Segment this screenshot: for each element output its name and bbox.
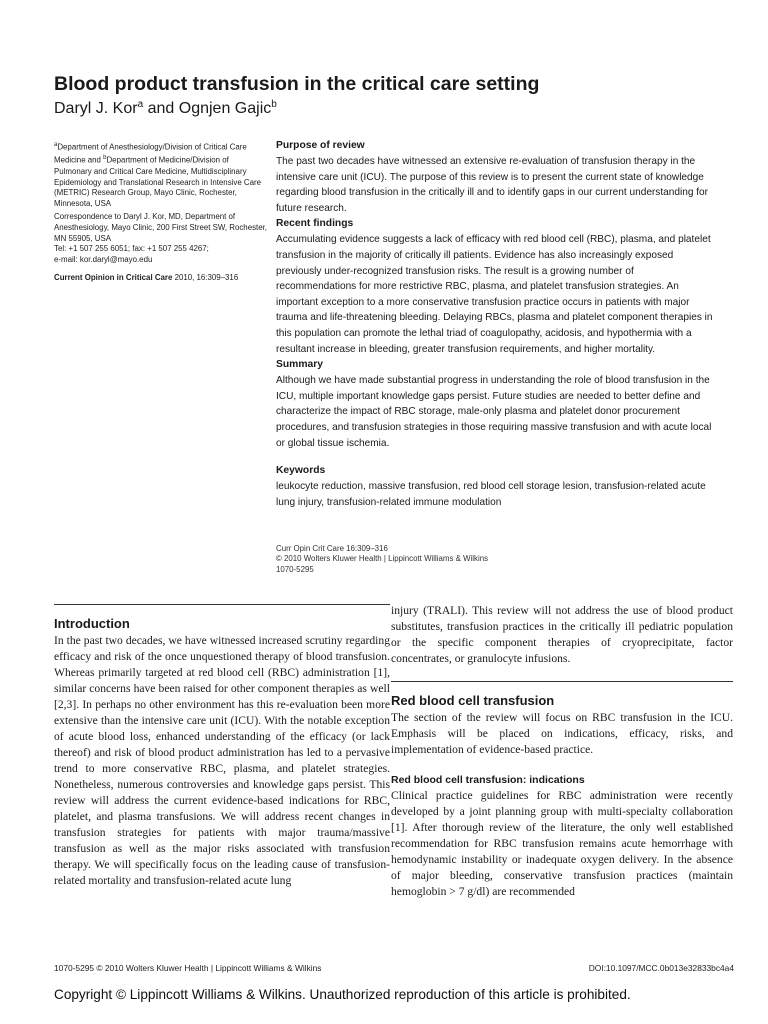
keywords-heading: Keywords xyxy=(276,465,326,477)
correspondence-email[interactable]: e-mail: kor.daryl@mayo.edu xyxy=(54,255,153,265)
citation-issn: 1070-5295 xyxy=(276,564,314,574)
affiliation-mark: a xyxy=(54,142,58,148)
abstract-summary-heading: Summary xyxy=(276,359,323,371)
correspondence-address: Correspondence to Daryl J. Kor, MD, Department of Anesthesiology, Mayo Clinic, 200 First Street SW, Rochester, MN 55905, USA xyxy=(54,212,267,243)
footer-issn: 1070-5295 © 2010 Wolters Kluwer Health | Lippincott Williams & Wilkins xyxy=(54,963,322,973)
abstract xyxy=(276,138,714,510)
journal-volume: 2010, 16:309–316 xyxy=(172,273,239,282)
author-conjunction: and xyxy=(147,100,175,117)
abstract-findings-text: Accumulating evidence suggests a lack of efficacy with red blood cell (RBC), plasma, and platelet transfusion in the majority of critically ill patients. Evidence has also increasingly exposed previously under-recognized transfusion risks. The result is a growing number of recommendations for more restrictive RBC, plasma, and platelet transfusion strategies. An important exception to a more conservative transfusion practice occurs in patients with major trauma and life-threatening bleeding. Delaying RBCs, plasma and platelet component therapies in this population can promote the lethal triad of coagulopathy, acidosis, and hypothermia with a resultant increase in bleeding, greater transfusion requirements, and higher mortality. xyxy=(276,234,713,355)
rbc-transfusion-heading: Red blood cell transfusion xyxy=(391,693,555,708)
abstract-purpose-text: The past two decades have witnessed an extensive re-evaluation of transfusion therapy in the intensive care unit (ICU). The purpose of this review is to present the current state of knowledge regarding blood transfusion in the critically ill and to identify gaps in our current understanding for future research. xyxy=(276,156,709,214)
copyright-notice: Copyright © Lippincott Williams & Wilkins. Unauthorized reproduction of this article is prohibited. xyxy=(54,987,631,1002)
abstract-purpose-heading: Purpose of review xyxy=(276,140,365,151)
author-line xyxy=(54,94,277,120)
author-affiliation-mark: a xyxy=(137,99,144,110)
abstract-findings-heading: Recent findings xyxy=(276,218,354,230)
journal-reference xyxy=(54,273,268,284)
citation-box xyxy=(276,544,576,575)
page-footer xyxy=(54,962,734,974)
author-name: Daryl J. Kor xyxy=(54,100,138,117)
affiliation-b: Department of Medicine/Division of Pulmonary and Critical Care Medicine, Multidisciplinary Epidemiology and Translational Research in Intensive Care (METRIC) Research Group, Mayo Clinic, Rochester, Minnesota, USA xyxy=(54,156,262,209)
rbc-transfusion-text: The section of the review will focus on RBC transfusion in the ICU. Emphasis will be placed on indications, efficacy, risks, and implementation of evidence-based practice. xyxy=(391,711,733,756)
affiliation-mark: b xyxy=(103,155,107,162)
rbc-indications-text: Clinical practice guidelines for RBC administration were recently developed by a joint planning group with multi-specialty collaboration [1]. After thorough review of the literature, the only well established recommendation for RBC transfusion remains acute hemorrhage with hemodynamic instability or inadequate oxygen delivery. In the absence of major bleeding, conservative transfusion practices (maintain hemoglobin > 7 g/dl) are recommended xyxy=(391,789,733,898)
introduction-continued-text: injury (TRALI). This review will not address the use of blood product substitutes, transfusion practices in the critically ill pediatric population or the specific component therapies of cryoprecipitate, factor concentrates, or granulocyte infusions. xyxy=(391,604,733,665)
author-affiliation-mark: b xyxy=(271,99,277,110)
introduction-text: In the past two decades, we have witnessed increased scrutiny regarding efficacy and risk of the once unquestioned therapy of blood transfusion. Whereas primarily targeted at red blood cell (RBC) administration [1], similar concerns have been raised for other component therapies as well [2,3]. In perhaps no other environment has this re-evaluation been more extensive than the intensive care unit (ICU). With the notable exception of acute blood loss, enhanced understanding of the efficacy (or lack thereof) and risk of blood product administration has led to a pervasive trend to more conservative RBC, plasma, and platelet strategies. Nonetheless, numerous controversies and knowledge gaps persist. This review will address the current evidence-based indications for RBC, platelet, and plasma transfusions. We will address recent changes in transfusion strategies for patients with major trauma/massive transfusion as well as the major risks associated with transfusion therapy. We will specifically focus on the leading cause of transfusion-related mortality and transfusion-related acute lung xyxy=(54,634,390,887)
citation-copyright: © 2010 Wolters Kluwer Health | Lippincott Williams & Wilkins xyxy=(276,554,489,564)
affiliations xyxy=(54,140,268,210)
body-column-left xyxy=(54,604,390,889)
rbc-indications-heading: Red blood cell transfusion: indications xyxy=(391,774,585,786)
author-name: Ognjen Gajic xyxy=(178,100,272,117)
affiliation-a: Department of Anesthesiology/Division of Critical Care Medicine and xyxy=(54,142,247,166)
correspondence xyxy=(54,212,268,266)
article-title: Blood product transfusion in the critical care setting xyxy=(54,73,540,95)
body-column-right xyxy=(391,603,733,900)
keywords-text: leukocyte reduction, massive transfusion, red blood cell storage lesion, transfusion-related acute lung injury, transfusion-related immune modulation xyxy=(276,481,706,508)
correspondence-phone: Tel: +1 507 255 6051; fax: +1 507 255 4267; xyxy=(54,244,209,254)
section-rule xyxy=(54,604,390,605)
citation-line: Curr Opin Crit Care 16:309–316 xyxy=(276,544,388,553)
section-rule xyxy=(391,681,733,682)
footer-doi[interactable]: DOI:10.1097/MCC.0b013e32833bc4a4 xyxy=(588,963,734,973)
abstract-summary-text: Although we have made substantial progress in understanding the role of blood transfusion in the ICU, multiple important knowledge gaps persist. Future studies are needed to better define and characterize the impact of RBC storage, male-only plasma and platelet donor procurement procedures, and transfusion strategies in those requiring massive transfusion and with acute local or global tissue ischemia. xyxy=(276,375,712,449)
introduction-heading: Introduction xyxy=(54,616,130,631)
journal-name: Current Opinion in Critical Care xyxy=(54,273,173,282)
